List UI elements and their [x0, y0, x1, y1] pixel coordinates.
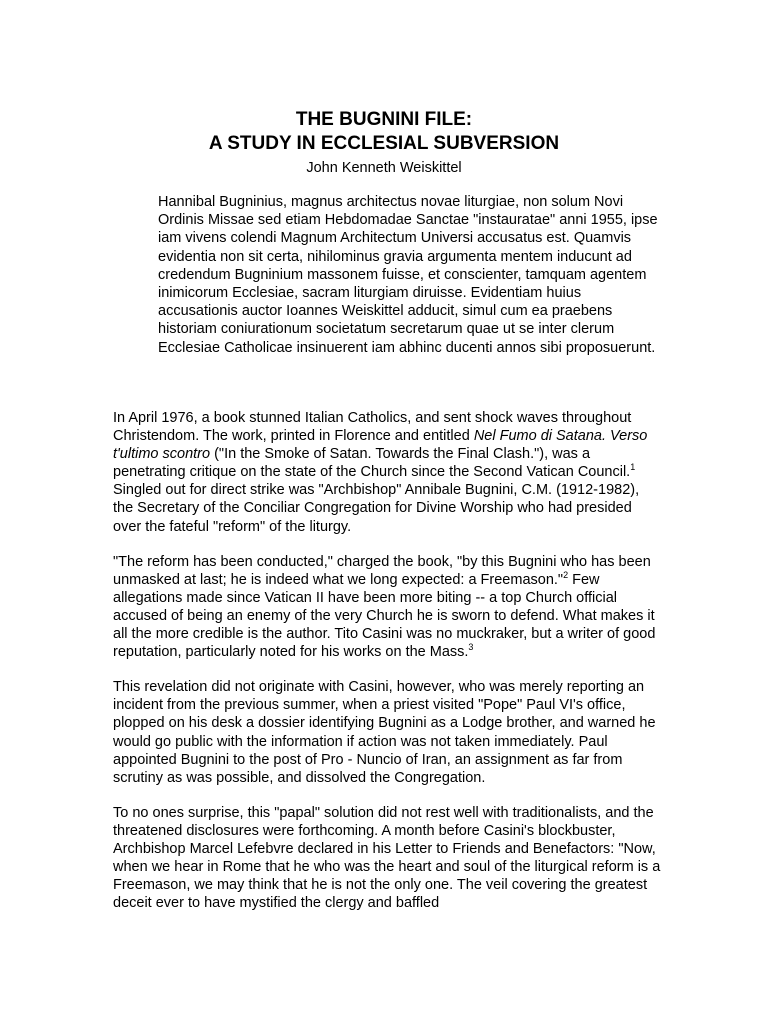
p1-text-a: In April 1976, a book stunned Italian Catholics, and sent shock waves throughout Christendom. The work, printed in Florence and entitled: [113, 410, 632, 445]
paragraph-4: To no ones surprise, this "papal" solution did not rest well with traditionalists, and the threatened disclosures were forthcoming. A month before Casini's blockbuster, Archbishop Marcel Lefebvre declared in his Letter to Friends and Benefactors: "Now, when we hear in Rome that he who was the heart and soul of the liturgical reform is a Freemason, we may think that he is not the only one. The veil covering the greatest deceit ever to have mystified the clergy and baffled: [113, 804, 661, 912]
author-name: John Kenneth Weiskittel: [306, 160, 462, 176]
title-line-1: THE BUGNINI FILE:: [295, 109, 473, 130]
footnote-ref-2[interactable]: 2: [563, 569, 569, 580]
paragraph-3: This revelation did not originate with Casini, however, who was merely reporting an incident from the previous summer, when a priest visited "Pope" Paul VI's office, plopped on his desk a dossier identifying Bugnini as a Lodge brother, and warned he would go public with the information if action was not taken immediately. Paul appointed Bugnini to the post of Pro - Nuncio of Iran, an assignment as far from scrutiny as was possible, and dissolved the Congregation.: [113, 679, 656, 786]
paragraph-1: [113, 409, 661, 536]
p2-text-b: Few allegations made since Vatican II have been more biting -- a top Church official accused of being an enemy of the very Church he is sworn to defend. What makes it all the more credible is the author. Tito Casini was no muckraker, but a writer of good reputation, particularly noted for his works on the Mass.: [113, 571, 656, 661]
p2-text-a: "The reform has been conducted," charged the book, "by this Bugnini who has been unmasked at last; he is indeed what we long expected: a Freemason.": [113, 553, 651, 588]
footnote-ref-1[interactable]: 1: [630, 462, 636, 473]
title-line-2: A STUDY IN ECCLESIAL SUBVERSION: [208, 133, 560, 154]
body-text: [113, 409, 661, 912]
footnote-ref-3[interactable]: 3: [468, 642, 474, 653]
p1-text-b: ("In the Smoke of Satan. Towards the Final Clash."), was a penetrating critique on the state of the Church since the Second Vatican Council.: [113, 446, 631, 481]
paragraph-2: [113, 553, 661, 662]
p1-text-c: Singled out for direct strike was "Archbishop" Annibale Bugnini, C.M. (1912-1982), the Secretary of the Conciliar Congregation for Divine Worship who had presided over the fateful "reform" of the liturgy.: [113, 482, 640, 535]
latin-abstract: Hannibal Bugninius, magnus architectus novae liturgiae, non solum Novi Ordinis Missae sed etiam Hebdomadae Sanctae "instauratae" anni 1955, ipse iam vivens colendi Magnum Architectum Universi accusatus est. Quamvis evidentia non sit certa, nihilominus gravia argumenta mentem inducunt ad credendum Bugninium massonem fuisse, et conscienter, tamquam agentem inimicorum Ecclesiae, sacram liturgiam diruisse. Evidentiam huius accusationis auctor Ioannes Weiskittel adducit, simul cum ea praebens historiam coniurationum societatum secretarum quae ut se inter clerum Ecclesiae Catholicae insinuerent iam abhinc ducenti annos sibi proposuerunt.: [158, 194, 658, 356]
p1-book-title: Nel Fumo di Satana. Verso t'ultimo scontro: [113, 428, 648, 463]
